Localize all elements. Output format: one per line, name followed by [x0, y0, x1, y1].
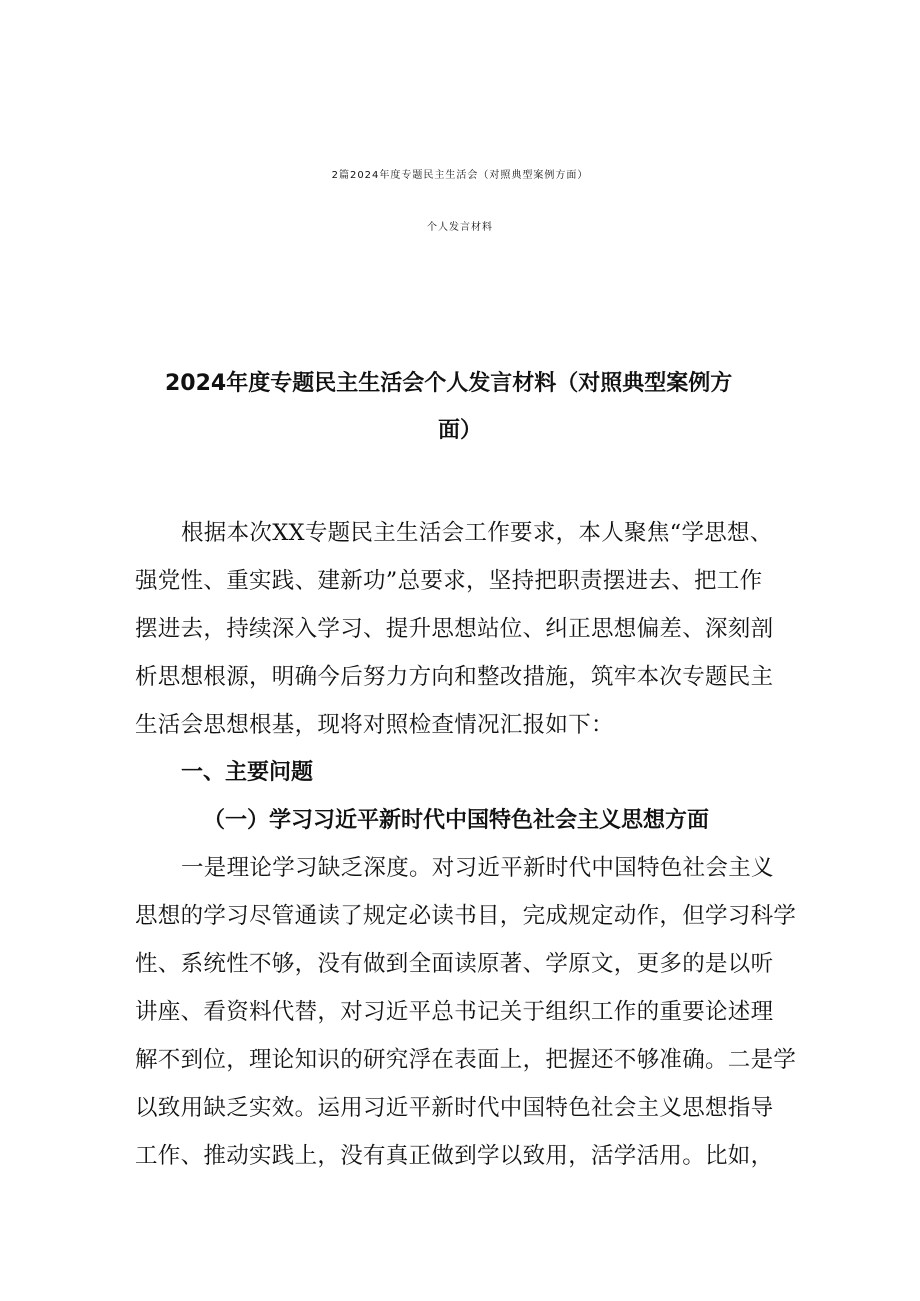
intro-line-5: 生活会思想根基，现将对照检查情况汇报如下： [135, 712, 614, 738]
subsection-heading: （一）学习习近平新时代中国特色社会主义思想方面 [203, 808, 710, 833]
body-line-5: 解不到位，理论知识的研究浮在表面上，把握还不够准确。二是学 [135, 1047, 797, 1073]
intro-line-2: 强党性、重实践、建新功”总要求，坚持把职责摆进去、把工作 [135, 568, 763, 594]
document-title-line-1: 2篇2024年度专题民主生活会（对照典型案例方面） [331, 170, 589, 181]
article-title-line-2: 面） [438, 418, 483, 443]
body-line-2: 思想的学习尽管通读了规定必读书目，完成规定动作，但学习科学 [135, 903, 797, 929]
intro-line-1: 根据本次XX专题民主生活会工作要求，本人聚焦“学思想、 [181, 520, 773, 546]
intro-line-4: 析思想根源，明确今后努力方向和整改措施，筑牢本次专题民主 [135, 664, 774, 690]
body-line-3: 性、系统性不够，没有做到全面读原著、学原文，更多的是以听 [135, 951, 774, 977]
body-line-1: 一是理论学习缺乏深度。对习近平新时代中国特色社会主义 [181, 855, 774, 881]
intro-line-3: 摆进去，持续深入学习、提升思想站位、纠正思想偏差、深刻剖 [135, 616, 774, 642]
article-title-line-1: 2024年度专题民主生活会个人发言材料（对照典型案例方 [165, 371, 733, 396]
section-heading: 一、主要问题 [181, 760, 314, 785]
document-title-line-2: 个人发言材料 [427, 222, 493, 233]
body-line-4: 讲座、看资料代替，对习近平总书记关于组织工作的重要论述理 [135, 999, 774, 1025]
body-line-7: 工作、推动实践上，没有真正做到学以致用，活学活用。比如， [135, 1143, 774, 1169]
body-line-6: 以致用缺乏实效。运用习近平新时代中国特色社会主义思想指导 [135, 1095, 774, 1121]
